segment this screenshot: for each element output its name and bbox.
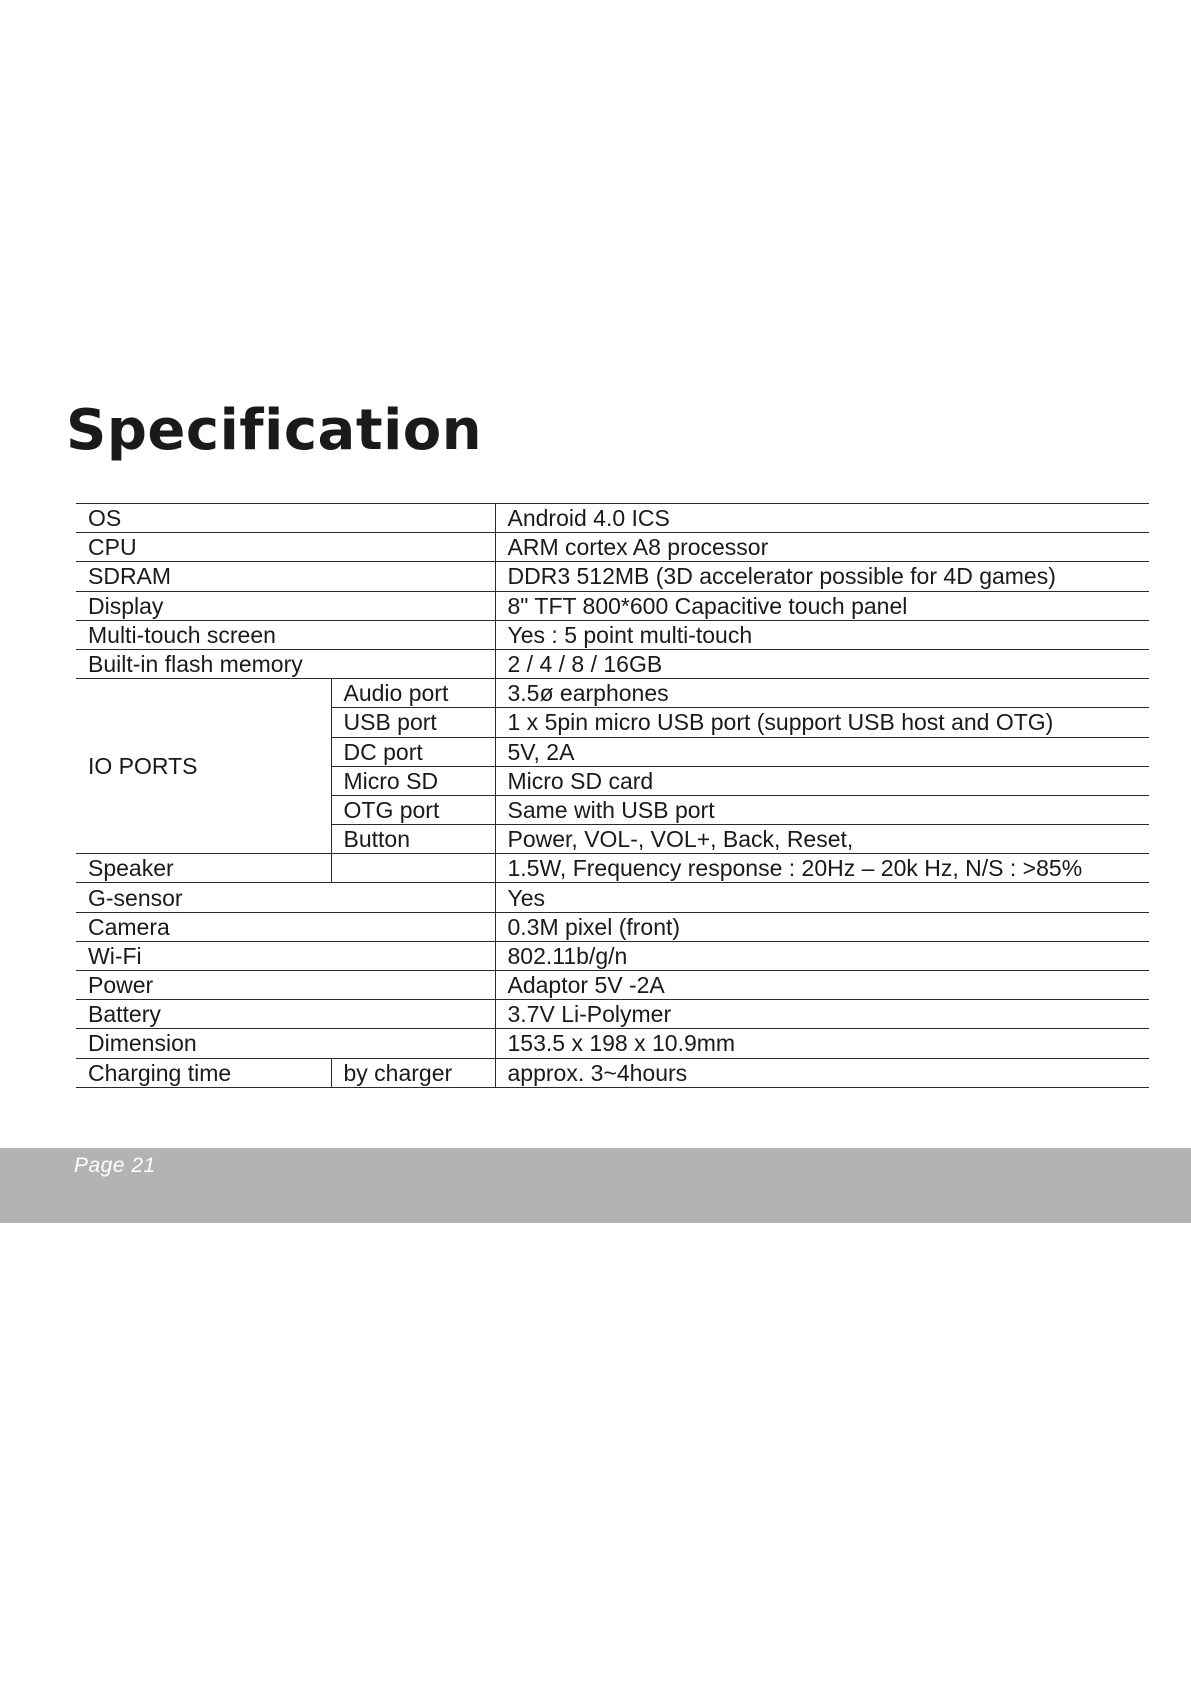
table-row: [76, 1029, 1149, 1058]
spec-label: CPU: [76, 533, 495, 562]
table-row: [76, 591, 1149, 620]
table-row: [76, 941, 1149, 970]
table-row: [76, 620, 1149, 649]
table-row: [76, 1000, 1149, 1029]
spec-label: G-sensor: [76, 883, 495, 912]
spec-sublabel: by charger: [331, 1058, 495, 1087]
spec-label: Battery: [76, 1000, 495, 1029]
spec-label: SDRAM: [76, 562, 495, 591]
table-row: [76, 971, 1149, 1000]
spec-value: ARM cortex A8 processor: [495, 533, 1149, 562]
table-row: [76, 854, 1149, 883]
spec-label: Speaker: [76, 854, 331, 883]
spec-label: Wi-Fi: [76, 941, 495, 970]
table-row: [76, 562, 1149, 591]
spec-sublabel: USB port: [331, 708, 495, 737]
spec-sublabel: Audio port: [331, 679, 495, 708]
spec-value: 3.7V Li-Polymer: [495, 1000, 1149, 1029]
table-row: [76, 883, 1149, 912]
spec-label: Power: [76, 971, 495, 1000]
specification-table: [76, 503, 1149, 1088]
spec-value: 3.5ø earphones: [495, 679, 1149, 708]
spec-value: Android 4.0 ICS: [495, 504, 1149, 533]
spec-value: Yes: [495, 883, 1149, 912]
spec-sublabel: DC port: [331, 737, 495, 766]
spec-value: Same with USB port: [495, 795, 1149, 824]
spec-value: Adaptor 5V -2A: [495, 971, 1149, 1000]
footer-bar: [0, 1148, 1191, 1223]
io-ports-label: IO PORTS: [76, 679, 331, 854]
spec-sublabel: Micro SD: [331, 766, 495, 795]
spec-value: 2 / 4 / 8 / 16GB: [495, 649, 1149, 678]
table-row: [76, 533, 1149, 562]
table-row: [76, 679, 1149, 708]
spec-value: Micro SD card: [495, 766, 1149, 795]
spec-sublabel: OTG port: [331, 795, 495, 824]
spec-value: approx. 3~4hours: [495, 1058, 1149, 1087]
spec-value: 153.5 x 198 x 10.9mm: [495, 1029, 1149, 1058]
spec-label: Built-in flash memory: [76, 649, 495, 678]
spec-label: Multi-touch screen: [76, 620, 495, 649]
table-row: [76, 1058, 1149, 1087]
spec-label: Camera: [76, 912, 495, 941]
table-row: [76, 649, 1149, 678]
spec-sublabel: Button: [331, 825, 495, 854]
spec-label: OS: [76, 504, 495, 533]
spec-value: Yes : 5 point multi-touch: [495, 620, 1149, 649]
spec-value: 8" TFT 800*600 Capacitive touch panel: [495, 591, 1149, 620]
table-row: [76, 504, 1149, 533]
spec-sublabel: [331, 854, 495, 883]
spec-value: DDR3 512MB (3D accelerator possible for 4D games): [495, 562, 1149, 591]
spec-value: 1.5W, Frequency response : 20Hz – 20k Hz, N/S : >85%: [495, 854, 1149, 883]
table-row: [76, 912, 1149, 941]
spec-value: 802.11b/g/n: [495, 941, 1149, 970]
spec-value: 1 x 5pin micro USB port (support USB host and OTG): [495, 708, 1149, 737]
spec-value: 0.3M pixel (front): [495, 912, 1149, 941]
page-title: Specification: [66, 398, 483, 463]
spec-label: Display: [76, 591, 495, 620]
spec-value: Power, VOL-, VOL+, Back, Reset,: [495, 825, 1149, 854]
spec-label: Dimension: [76, 1029, 495, 1058]
spec-value: 5V, 2A: [495, 737, 1149, 766]
spec-label: Charging time: [76, 1058, 331, 1087]
page-number: Page 21: [74, 1154, 156, 1177]
